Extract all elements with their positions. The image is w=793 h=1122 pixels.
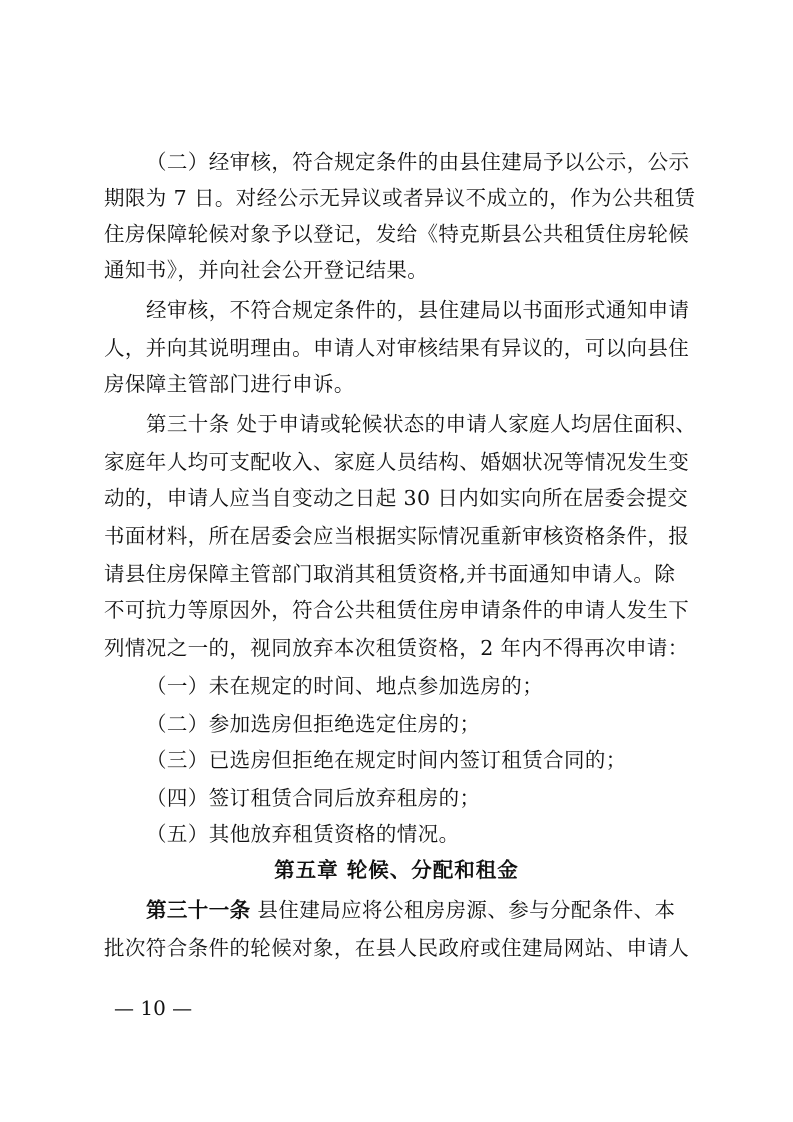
page-number: — 10 — bbox=[114, 996, 193, 1020]
text-line: 不可抗力等原因外，符合公共租赁住房申请条件的申请人发生下 bbox=[104, 598, 690, 622]
list-item: （五）其他放弃租赁资格的情况。 bbox=[146, 822, 460, 846]
text-line: 家庭年人均可支配收入、家庭人员结构、婚姻状况等情况发生变 bbox=[104, 450, 690, 474]
article-number: 第三十一条 bbox=[146, 898, 251, 922]
text-line: 列情况之一的，视同放弃本次租赁资格，2 年内不得再次申请： bbox=[104, 636, 689, 660]
chapter-heading: 第五章 轮候、分配和租金 bbox=[274, 858, 519, 882]
text-line: 第三十条 处于申请或轮候状态的申请人家庭人均居住面积、 bbox=[146, 412, 697, 436]
list-item: （二）参加选房但拒绝选定住房的； bbox=[146, 712, 481, 736]
text-line: 住房保障轮候对象予以登记，发给《特克斯县公共租赁住房轮候 bbox=[104, 222, 690, 246]
list-item: （三）已选房但拒绝在规定时间内签订租赁合同的； bbox=[146, 748, 627, 772]
text-line: 书面材料，所在居委会应当根据实际情况重新审核资格条件，报 bbox=[104, 524, 690, 548]
article-text: 县住建局应将公租房房源、参与分配条件、本 bbox=[250, 898, 676, 922]
text-line: 人，并向其说明理由。申请人对审核结果有异议的，可以向县住 bbox=[104, 336, 690, 360]
text-line: （二）经审核，符合规定条件的由县住建局予以公示，公示 bbox=[146, 150, 690, 174]
text-line: 批次符合条件的轮候对象，在县人民政府或住建局网站、申请人 bbox=[104, 936, 690, 960]
text-line: 通知书》，并向社会公开登记结果。 bbox=[104, 258, 429, 282]
text-line: 请县住房保障主管部门取消其租赁资格,并书面通知申请人。除 bbox=[104, 562, 676, 586]
text-line: 房保障主管部门进行申诉。 bbox=[104, 372, 355, 396]
text-line: 动的，申请人应当自变动之日起 30 日内如实向所在居委会提交 bbox=[104, 486, 689, 510]
text-line bbox=[146, 896, 694, 924]
text-line: 经审核，不符合规定条件的，县住建局以书面形式通知申请 bbox=[146, 298, 690, 322]
list-item: （一）未在规定的时间、地点参加选房的； bbox=[146, 674, 544, 698]
list-item: （四）签订租赁合同后放弃租房的； bbox=[146, 786, 481, 810]
text-line: 期限为 7 日。对经公示无异议或者异议不成立的，作为公共租赁 bbox=[104, 186, 696, 210]
